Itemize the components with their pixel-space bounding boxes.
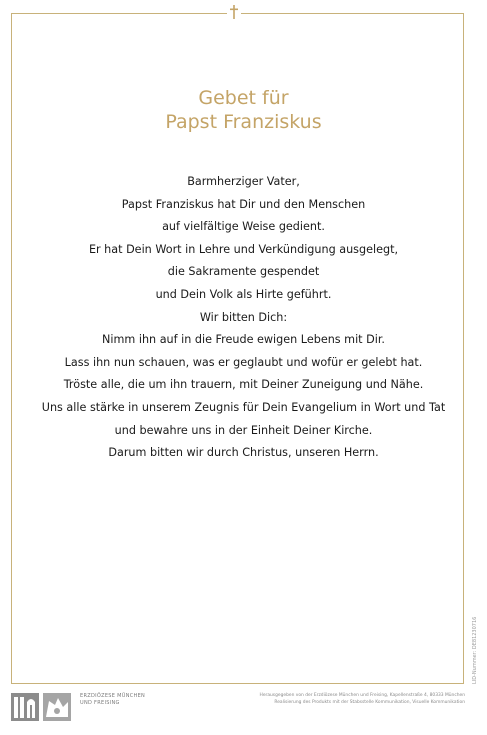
- title-line-1: Gebet für: [198, 87, 289, 109]
- imprint: [260, 692, 465, 706]
- prayer-line: Er hat Dein Wort in Lehre und Verkündigung ausgelegt,: [88, 242, 399, 256]
- prayer-line: Papst Franziskus hat Dir und den Menschen: [121, 197, 366, 211]
- prayer-line: Darum bitten wir durch Christus, unseren Herrn.: [108, 446, 379, 460]
- org-line-1: ERZDIÖZESE MÜNCHEN: [80, 693, 146, 699]
- prayer-title: [0, 86, 487, 134]
- org-line-2: UND FREISING: [80, 700, 120, 706]
- imprint-line-2: Realisierung des Produkts mit der Stabsstelle Kommunikation, Visuelle Kommunikation: [274, 700, 465, 705]
- organization-name: [80, 693, 145, 707]
- prayer-line: und Dein Volk als Hirte geführt.: [155, 287, 332, 301]
- prayer-line: auf vielfältige Weise gedient.: [162, 220, 325, 234]
- prayer-text: [0, 171, 487, 465]
- prayer-line: Tröste alle, die um ihn trauern, mit Deiner Zuneigung und Nähe.: [63, 378, 424, 392]
- prayer-line: die Sakramente gespendet: [167, 265, 320, 279]
- title-line-2: Papst Franziskus: [165, 111, 322, 133]
- cross-icon: [227, 5, 241, 21]
- diocese-logo-icon: [11, 693, 73, 721]
- lid-number: LID-Nummer: DE81230716: [472, 616, 478, 684]
- prayer-line: Nimm ihn auf in die Freude ewigen Lebens mit Dir.: [102, 333, 385, 347]
- prayer-line: Lass ihn nun schauen, was er geglaubt und wofür er gelebt hat.: [64, 355, 423, 369]
- prayer-line: Barmherziger Vater,: [187, 175, 300, 188]
- prayer-line: und bewahre uns in der Einheit Deiner Kirche.: [114, 423, 373, 437]
- prayer-line: Uns alle stärke in unserem Zeugnis für Dein Evangelium in Wort und Tat: [41, 400, 446, 414]
- imprint-line-1: Herausgegeben von der Erzdiözese München und Freising, Kapellenstraße 4, 80333 München: [259, 693, 465, 698]
- prayer-line: Wir bitten Dich:: [199, 310, 288, 324]
